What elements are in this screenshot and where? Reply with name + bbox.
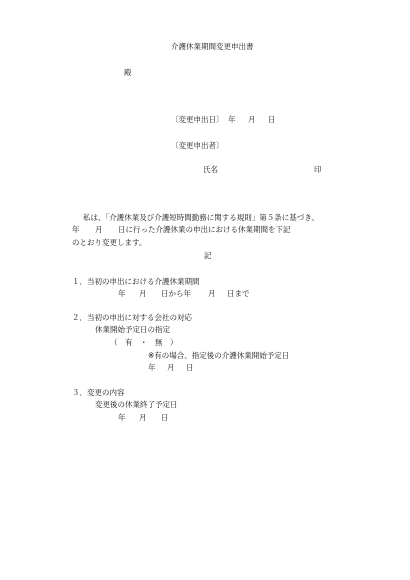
section-3-year: 年: [118, 413, 126, 422]
section-3-day: 日: [161, 413, 169, 422]
ki-marker: 記: [204, 251, 212, 260]
section-2-note: ※有の場合、指定後の介護休業開始予定日: [148, 351, 290, 360]
section-1-year-from: 年: [118, 289, 126, 298]
section-1-to-text: 日まで: [227, 289, 250, 298]
section-1-from-text: 日から年: [161, 289, 191, 298]
section-3-heading: ３．変更の内容: [72, 388, 125, 397]
applicant-seal: 印: [314, 165, 322, 174]
applicant-label: 〔変更申出者〕: [171, 141, 224, 150]
section-1-heading: １．当初の申出における介護休業期間: [72, 277, 200, 286]
section-1-month-from: 月: [139, 289, 147, 298]
section-1-month-to: 月: [208, 289, 216, 298]
body-line-2-year: 年: [72, 225, 80, 234]
section-3-month: 月: [139, 413, 147, 422]
body-line-2-text: 日に行った介護休業の申出における休業期間を下記: [118, 225, 291, 234]
section-2-choice: （ 有 ・ 無 ）: [110, 338, 178, 347]
request-date-label: 〔変更申出日〕: [171, 115, 224, 124]
section-2-month: 月: [167, 363, 175, 372]
body-line-1: 私は、「介護休業及び介護短時間勤務に関する規則」第５条に基づき、: [83, 213, 319, 222]
request-date-month: 月: [248, 115, 256, 124]
request-date-year: 年: [228, 115, 236, 124]
section-3-sub-label: 変更後の休業終了予定日: [95, 400, 178, 409]
section-2-sub-label: 休業開始予定日の指定: [95, 325, 170, 334]
document-title: 介護休業期間変更申出書: [171, 42, 254, 51]
addressee-honorific: 殿: [124, 68, 132, 77]
body-line-2-month: 月: [95, 225, 103, 234]
body-line-3: のとおり変更します。: [72, 238, 147, 247]
section-2-day: 日: [186, 363, 194, 372]
request-date-day: 日: [268, 115, 276, 124]
applicant-name-label: 氏名: [203, 165, 218, 174]
section-2-heading: ２．当初の申出に対する会社の対応: [72, 313, 192, 322]
section-2-year: 年: [148, 363, 156, 372]
